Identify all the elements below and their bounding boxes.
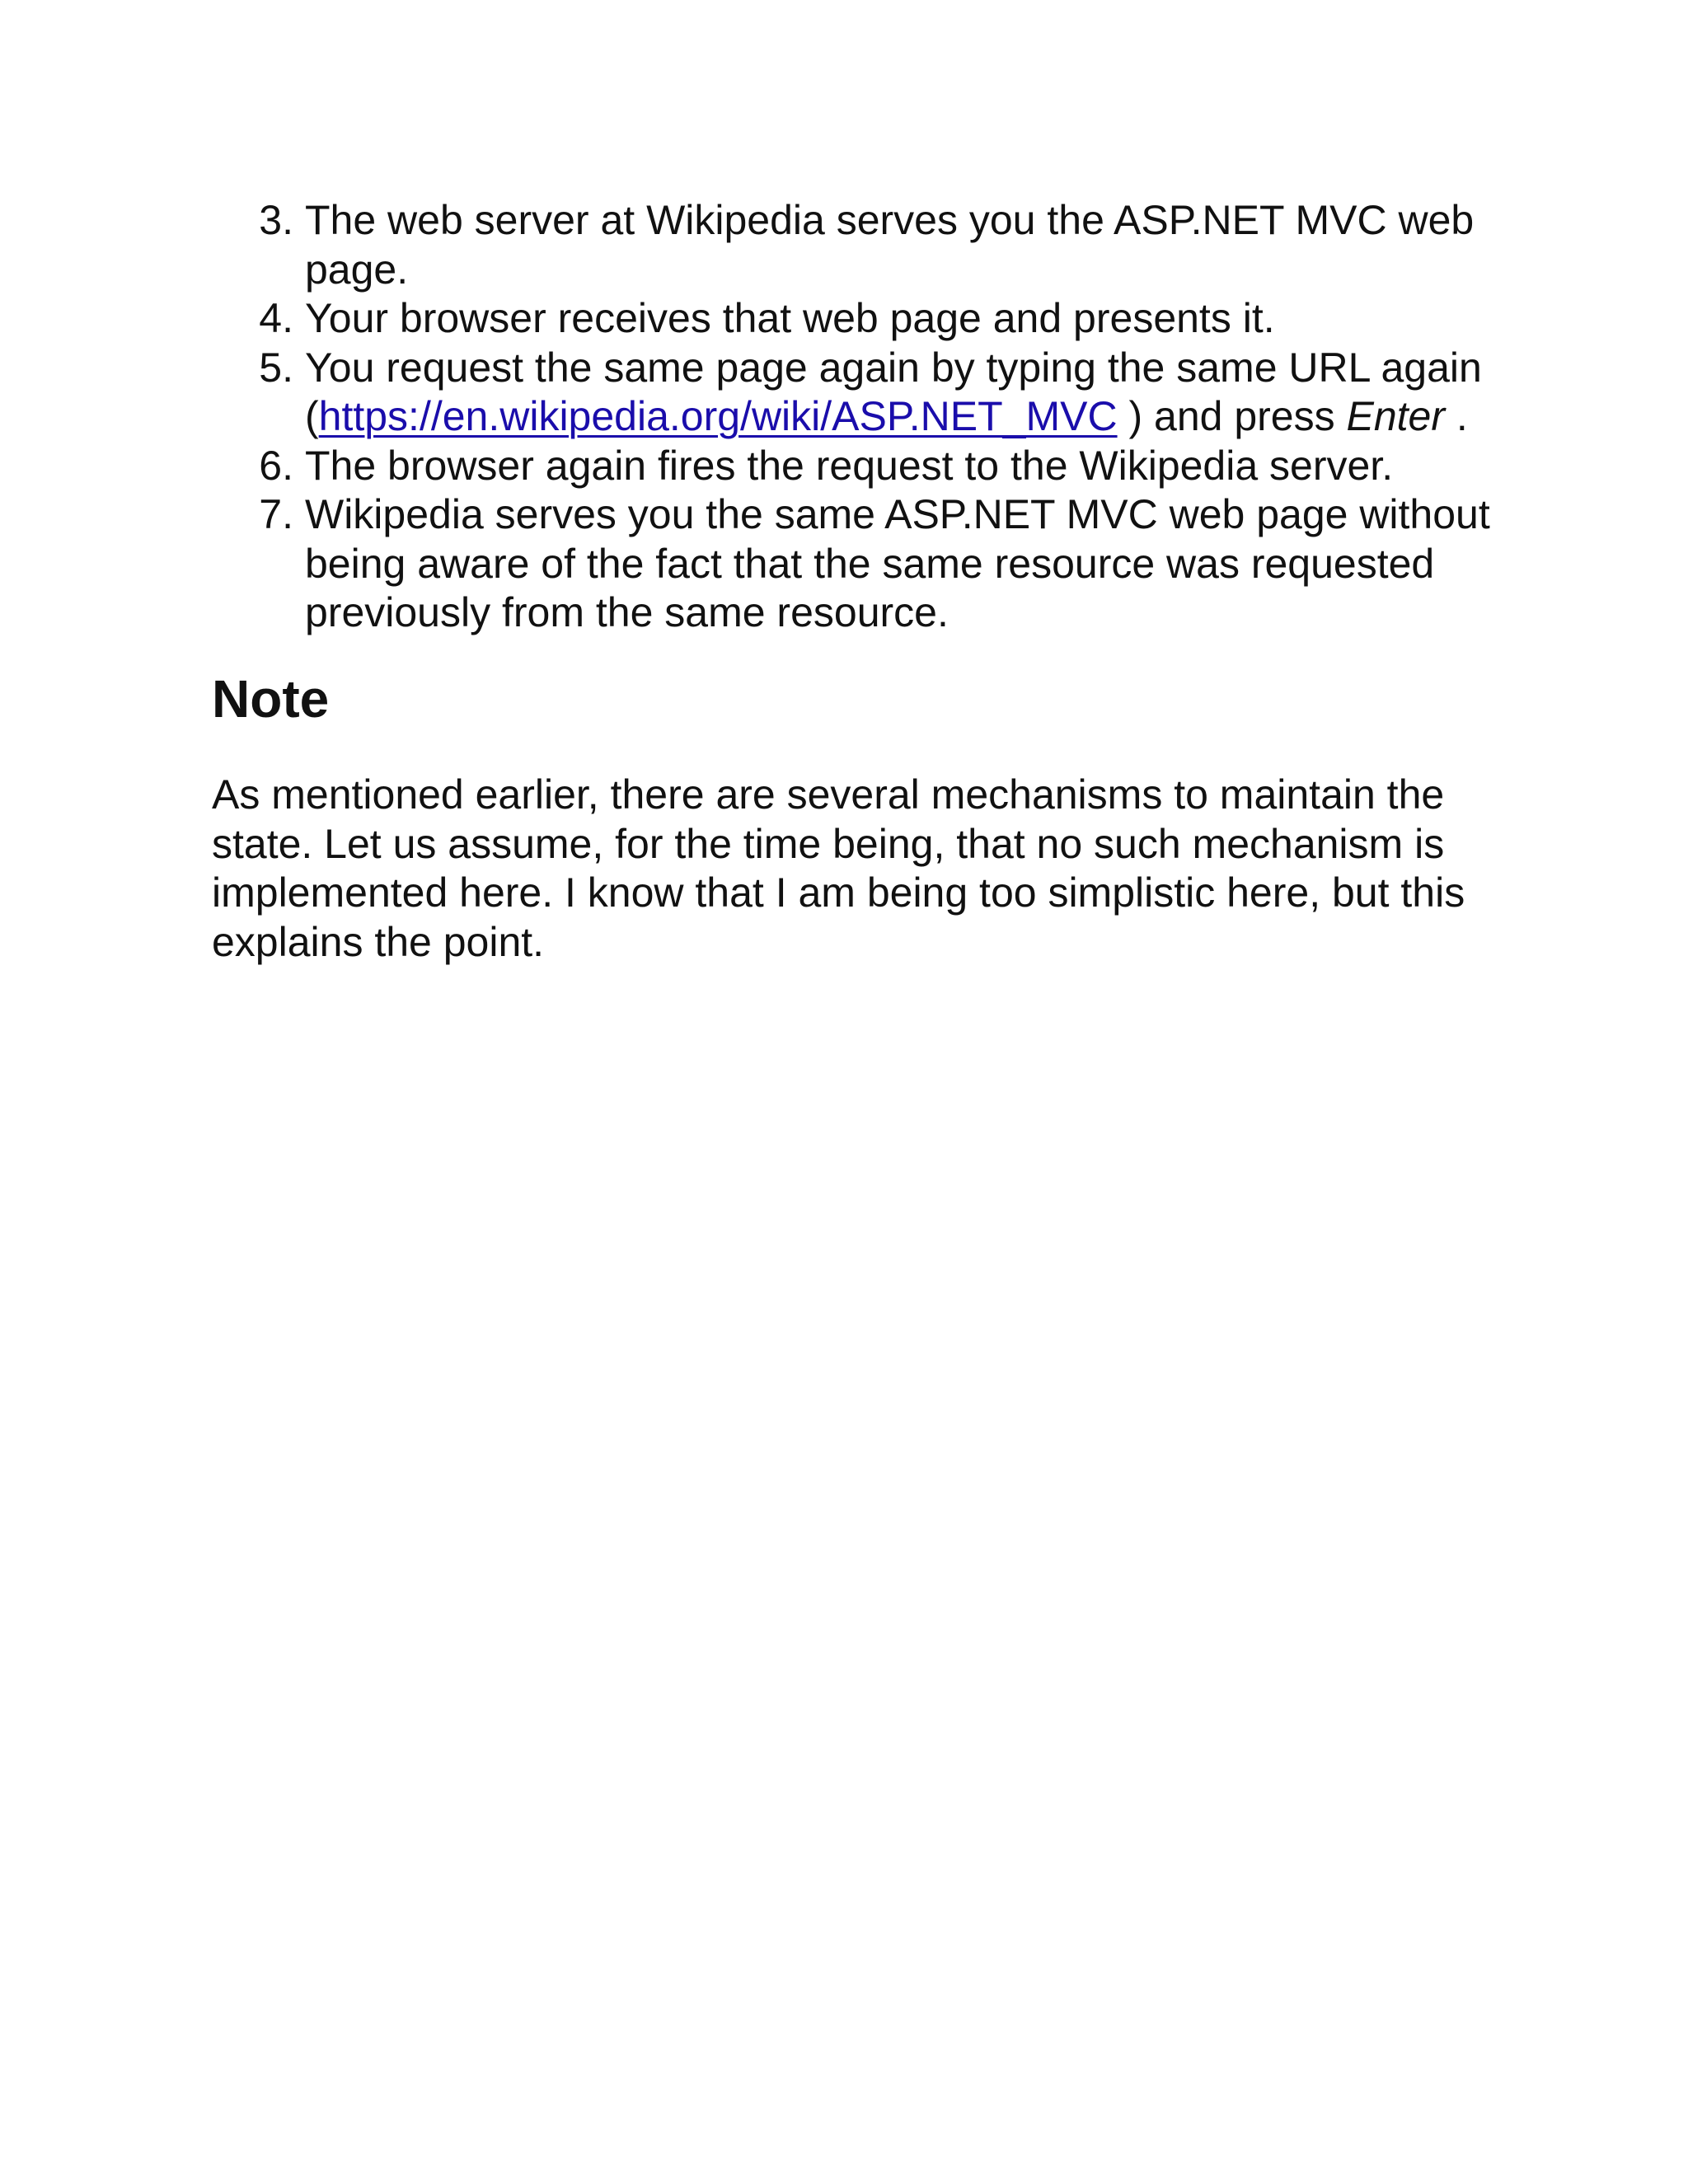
list-item-number: 7. — [259, 491, 293, 537]
list-item-number: 5. — [259, 344, 293, 391]
list-item-text-after: . — [1445, 393, 1468, 439]
list-item — [247, 442, 1508, 491]
list-item-text: Your browser receives that web page and presents it. — [305, 295, 1275, 341]
list-item — [247, 196, 1508, 294]
note-heading: Note — [212, 669, 330, 729]
list-item-number: 3. — [259, 197, 293, 243]
enter-key-emphasis: Enter — [1346, 393, 1445, 439]
list-item — [247, 294, 1508, 344]
list-item-text-before: You request the same page again by typing the same URL again ( — [305, 344, 1482, 439]
list-item-text: The web server at Wikipedia serves you the ASP.NET MVC web page. — [305, 197, 1475, 293]
list-item — [247, 490, 1508, 638]
steps-list — [247, 196, 1508, 638]
list-item-number: 6. — [259, 442, 293, 489]
note-body: As mentioned earlier, there are several mechanisms to maintain the state. Let us assume, for the time being, that no such mechanism is implemented here. I know that I am being too simplistic here, but this explains the point. — [212, 771, 1465, 965]
list-item-text: The browser again fires the request to the Wikipedia server. — [305, 442, 1394, 489]
list-item-text-middle: ) and press — [1117, 393, 1347, 439]
list-item-number: 4. — [259, 295, 293, 341]
list-item-text: Wikipedia serves you the same ASP.NET MVC web page without being aware of the fact that the same resource was requested previously from the same resource. — [305, 491, 1490, 635]
wikipedia-aspnet-mvc-link[interactable]: https://en.wikipedia.org/wiki/ASP.NET_MVC — [318, 393, 1118, 439]
list-item-text — [293, 344, 1508, 442]
list-item — [247, 344, 1508, 442]
